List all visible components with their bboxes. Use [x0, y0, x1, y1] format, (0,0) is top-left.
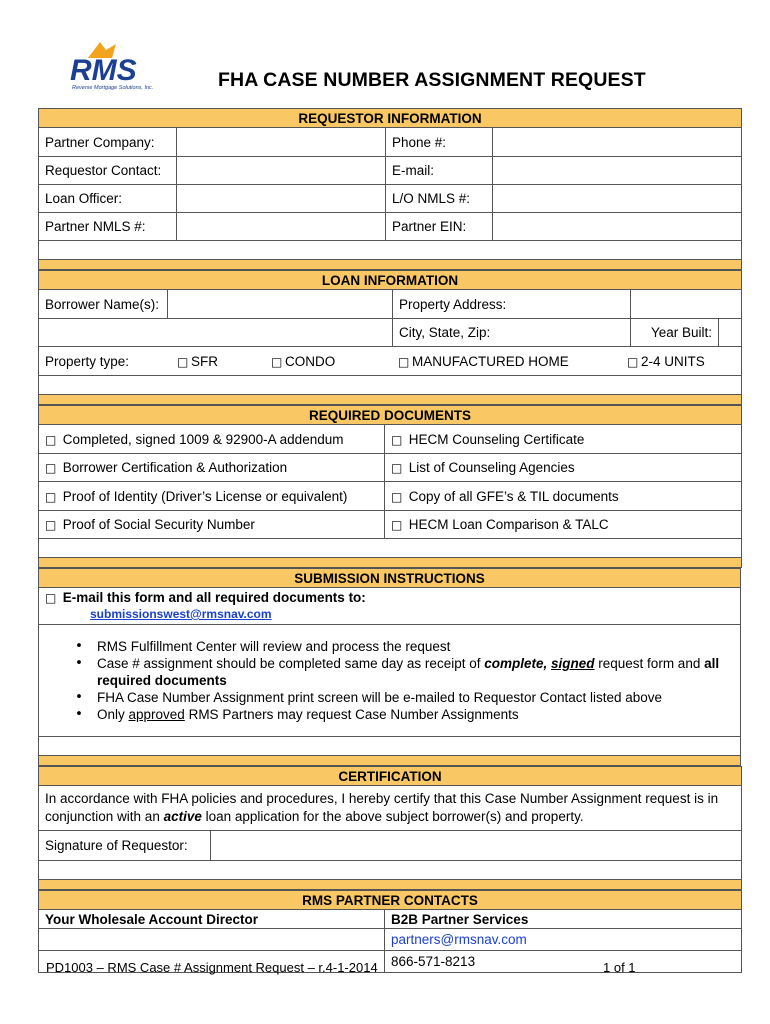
email-label: E-mail: [386, 157, 493, 185]
spacer-row [39, 861, 742, 880]
checkbox-icon[interactable]: □ [45, 461, 57, 475]
doc-item[interactable]: □ HECM Counseling Certificate [385, 425, 742, 454]
requestor-contact-field[interactable] [177, 157, 386, 185]
section-divider [39, 260, 742, 270]
doc-item[interactable]: □ Borrower Certification & Authorization [39, 454, 385, 482]
city-state-zip-field[interactable] [631, 319, 719, 347]
checkbox-icon[interactable]: □ [45, 518, 57, 532]
logo-tagline: Reverse Mortgage Solutions, Inc. [72, 85, 154, 91]
submission-header: SUBMISSION INSTRUCTIONS [39, 569, 741, 588]
spacer-row [39, 241, 742, 260]
doc-item[interactable]: □ Proof of Social Security Number [39, 511, 385, 539]
checkbox-icon[interactable]: □ [398, 354, 410, 369]
doc-item[interactable]: □ Completed, signed 1009 & 92900-A addendum [39, 425, 385, 454]
email-instruction: E-mail this form and all required documents to: [62, 590, 366, 605]
lo-nmls-label: L/O NMLS #: [386, 185, 493, 213]
property-type-row [39, 347, 742, 376]
borrower-names-label: Borrower Name(s): [39, 290, 168, 319]
property-address-field[interactable] [631, 290, 742, 319]
year-built-label: Year Built: [650, 325, 712, 340]
partners-email-cell [385, 929, 742, 951]
checkbox-icon[interactable]: □ [45, 489, 57, 504]
requestor-contact-label: Requestor Contact: [39, 157, 177, 185]
spacer-row [39, 376, 742, 395]
phone-field[interactable] [493, 128, 742, 157]
documents-section [38, 405, 742, 568]
account-director-title: Your Wholesale Account Director [39, 910, 385, 929]
lo-nmls-field[interactable] [493, 185, 742, 213]
certification-header: CERTIFICATION [39, 767, 742, 786]
section-divider [39, 558, 742, 568]
footer-doc-id: PD1003 – RMS Case # Assignment Request – r.4-1-2014 [46, 960, 378, 975]
section-divider [39, 756, 741, 766]
requestor-section [38, 108, 742, 270]
signature-field[interactable] [211, 831, 742, 861]
logo-text: RMS [70, 54, 137, 87]
doc-item[interactable]: □ List of Counseling Agencies [385, 454, 742, 482]
partner-nmls-label: Partner NMLS #: [39, 213, 177, 241]
type-manufactured-home[interactable]: □ MANUFACTURED HOME [398, 353, 569, 369]
partner-company-field[interactable] [177, 128, 386, 157]
type-sfr[interactable]: □ SFR [177, 353, 218, 369]
partners-phone: 866-571-8213 [385, 951, 742, 973]
requestor-header: REQUESTOR INFORMATION [39, 109, 742, 128]
instructions-list-cell [39, 625, 741, 737]
instructions-list [45, 638, 734, 723]
type-2-4-units[interactable]: □ 2-4 UNITS [627, 353, 705, 369]
page-title: FHA CASE NUMBER ASSIGNMENT REQUEST [218, 69, 646, 91]
checkbox-icon[interactable]: □ [391, 489, 403, 504]
checkbox-icon[interactable]: □ [271, 354, 283, 369]
partners-email-link[interactable]: partners@rmsnav.com [391, 932, 527, 947]
checkbox-icon[interactable]: □ [627, 354, 639, 369]
doc-item[interactable]: □ Copy of all GFE’s & TIL documents [385, 482, 742, 511]
city-state-zip-label: City, State, Zip: [393, 319, 631, 347]
doc-item[interactable]: □ Proof of Identity (Driver’s License or equivalent) [39, 482, 385, 511]
checkbox-icon[interactable]: □ [391, 432, 403, 447]
year-built-field[interactable] [719, 319, 742, 347]
partner-nmls-field[interactable] [177, 213, 386, 241]
submission-email-link[interactable]: submissionswest@rmsnav.com [90, 607, 272, 621]
loan-officer-label: Loan Officer: [39, 185, 177, 213]
doc-item[interactable]: □ HECM Loan Comparison & TALC [385, 511, 742, 539]
form [38, 108, 741, 973]
list-item: • Case # assignment should be completed same day as receipt of complete, signed request form and all required documents [97, 655, 734, 689]
section-divider [39, 395, 742, 405]
list-item: • FHA Case Number Assignment print screen will be e-mailed to Requestor Contact listed above [97, 689, 734, 706]
email-field[interactable] [493, 157, 742, 185]
footer-page-number: 1 of 1 [603, 960, 636, 975]
partner-ein-field[interactable] [493, 213, 742, 241]
submission-section [38, 568, 741, 766]
checkbox-icon[interactable]: □ [391, 461, 403, 475]
rms-logo [66, 40, 166, 92]
list-item: • RMS Fulfillment Center will review and process the request [97, 638, 734, 655]
loan-officer-field[interactable] [177, 185, 386, 213]
borrower-names-field[interactable] [168, 290, 393, 319]
address-blank-cell[interactable] [39, 319, 393, 347]
checkbox-icon[interactable]: □ [45, 432, 57, 447]
account-director-field [39, 929, 385, 951]
checkbox-icon[interactable]: □ [45, 591, 57, 605]
checkbox-icon[interactable]: □ [177, 354, 189, 369]
certification-text: In accordance with FHA policies and procedures, I hereby certify that this Case Number Assignment request is in conjunction with an active loan application for the above subject borrower(s) and property. [39, 786, 742, 831]
b2b-services-title: B2B Partner Services [385, 910, 742, 929]
spacer-row [39, 737, 741, 756]
documents-header: REQUIRED DOCUMENTS [39, 406, 742, 425]
property-type-label: Property type: [45, 353, 130, 369]
spacer-row [39, 539, 742, 558]
partner-company-label: Partner Company: [39, 128, 177, 157]
signature-label: Signature of Requestor: [39, 831, 211, 861]
email-instruction-cell [39, 588, 741, 625]
phone-label: Phone #: [386, 128, 493, 157]
loan-header: LOAN INFORMATION [39, 271, 742, 290]
certification-section [38, 766, 742, 890]
partner-ein-label: Partner EIN: [386, 213, 493, 241]
contacts-header: RMS PARTNER CONTACTS [39, 891, 742, 910]
list-item: • Only approved RMS Partners may request Case Number Assignments [97, 706, 734, 723]
loan-section [38, 270, 742, 405]
property-address-label: Property Address: [393, 290, 631, 319]
type-condo[interactable]: □ CONDO [271, 353, 336, 369]
section-divider [39, 880, 742, 890]
checkbox-icon[interactable]: □ [391, 518, 403, 532]
